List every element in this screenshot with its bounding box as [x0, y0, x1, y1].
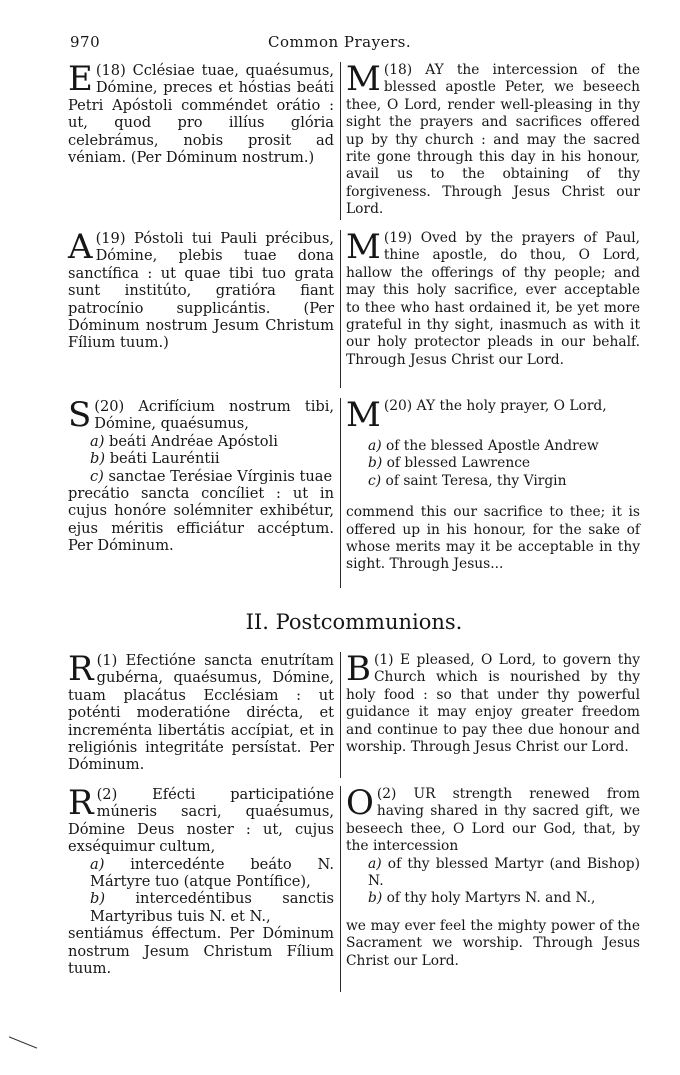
- option-b: b) of blessed Lawrence: [368, 455, 531, 472]
- latin-column: [68, 59, 334, 167]
- postcommunion-2: [68, 783, 640, 992]
- secret-20: [68, 395, 640, 588]
- column-divider: [340, 652, 341, 778]
- option-a: a) of thy blessed Martyr (and Bishop) N.: [368, 855, 640, 890]
- english-column: [346, 783, 640, 970]
- option-a: a) of the blessed Apostle Andrew: [368, 438, 599, 454]
- option-c: c) of saint Teresa, thy Virgin: [368, 472, 567, 489]
- section-title: II. Postcommunions.: [245, 610, 463, 634]
- english-column: [346, 649, 640, 756]
- secret-19: [68, 227, 640, 388]
- drop-cap: R: [68, 783, 94, 823]
- prayer-number: (1): [96, 652, 118, 669]
- column-divider: [340, 62, 341, 220]
- english-text: E pleased, O Lord, to govern thy Church which is nourished by thy holy food : so that under thy powerful guidance it may enjoy greater freedom and continue to pay thee due honour and worship. Through Jesus Christ our Lord.: [346, 652, 640, 756]
- column-divider: [340, 398, 341, 588]
- column-divider: [340, 230, 341, 388]
- drop-cap: M: [346, 395, 381, 435]
- postcommunion-1: [68, 649, 640, 778]
- latin-column: [68, 783, 335, 978]
- drop-cap: R: [68, 649, 94, 689]
- drop-cap: M: [346, 59, 381, 99]
- english-column: [346, 59, 640, 219]
- prayer-number: (18): [383, 62, 413, 78]
- latin-column: [68, 649, 335, 774]
- page-number: 970: [70, 33, 101, 51]
- english-text: Oved by the prayers of Paul, thine apostle, do thou, O Lord, hallow the offerings of thy people; and may this holy sacrifice, ever acceptable to thee who hast ordained it, be yet more grateful in thy sight, inasmuch as with it our holy protector pleads in our behalf. Through Jesus Christ our Lord.: [346, 230, 640, 368]
- secret-18: [68, 59, 640, 220]
- drop-cap: O: [346, 783, 374, 823]
- prayer-number: (20): [94, 398, 125, 415]
- latin-text: Efectióne sancta enutrítam gubérna, quaésumus, Dómine, tuam placátus Ecclésiam : ut poténti moderatióne dirécta, et increménta libertátis accípiat, et in religiónis integritáte persístat. Per Dóminum.: [68, 652, 335, 774]
- prayer-number: (2): [376, 786, 397, 802]
- prayer-number: (2): [96, 786, 118, 803]
- latin-closing: precátio sancta concíliet : ut in cujus honóre solémniter exhibétur, ejus méritis efficiátur accéptum. Per Dóminum.: [68, 485, 334, 555]
- english-text: AY the intercession of the blessed apostle Peter, we beseech thee, O Lord, render well-pleasing in thy sight the prayers and sacrifices offered up by thy church : and may the sacred rite gone through this day in his honour, avail us to the obtaining of thy forgiveness. Through Jesus Christ our Lord.: [346, 62, 640, 218]
- latin-text: Efécti participatióne múneris sacri, quaésumus, Dómine Deus noster : ut, cujus exséquimur cultum,: [68, 786, 335, 856]
- latin-column: [68, 227, 334, 352]
- option-b: b) beáti Lauréntii: [90, 450, 220, 468]
- prayer-number: (19): [383, 230, 413, 246]
- option-a: a) beáti Andréae Apóstoli: [90, 432, 278, 450]
- english-column: [346, 227, 640, 369]
- english-text: AY the holy prayer, O Lord,: [416, 398, 607, 414]
- english-closing: commend this our sacrifice to thee; it is offered up in his honour, for the sake of whose merits may it be acceptable in thy sight. Through Jesus...: [346, 504, 640, 573]
- option-c: c) sanctae Terésiae Vírginis tuae: [90, 467, 333, 485]
- english-text: UR strength renewed from having shared in thy sacred gift, we beseech thee, O Lord our God, that, by the intercession: [346, 786, 640, 855]
- option-a: a) intercedénte beáto N. Mártyre tuo (atque Pontífice),: [90, 855, 334, 891]
- drop-cap: M: [346, 227, 381, 267]
- latin-closing: sentiámus éffectum. Per Dóminum nostrum Jesum Christum Fílium tuum.: [68, 925, 334, 978]
- prayer-number: (18): [95, 62, 126, 79]
- drop-cap: A: [68, 227, 93, 267]
- option-b: b) intercedéntibus sanctis Martyribus tuis N. et N.,: [90, 890, 335, 925]
- drop-cap: B: [346, 649, 371, 689]
- column-divider: [340, 786, 341, 992]
- latin-text: Póstoli tui Pauli précibus, Dómine, plebis tuae dona sanctífica : ut quae tibi tuo grata sunt institúto, gratióra fiant patrocínio supplicántis. (Per Dóminum nostrum Jesum Christum Fílium tuum.): [68, 230, 334, 352]
- drop-cap: E: [68, 59, 93, 99]
- running-title: Common Prayers.: [268, 33, 412, 51]
- latin-column: [68, 395, 335, 555]
- option-b: b) of thy holy Martyrs N. and N.,: [368, 890, 596, 907]
- pen-stroke-mark: [9, 1036, 37, 1048]
- english-column: [346, 395, 640, 574]
- page-header: [68, 33, 640, 51]
- english-closing: we may ever feel the mighty power of the Sacrament we worship. Through Jesus Christ our Lord.: [346, 917, 640, 969]
- drop-cap: S: [68, 395, 92, 435]
- prayer-number: (20): [383, 398, 413, 414]
- prayer-number: (19): [95, 230, 126, 247]
- prayer-number: (1): [374, 652, 394, 668]
- latin-text: Cclésiae tuae, quaésumus, Dómine, preces et hóstias beáti Petri Apóstoli comméndet orátio : ut, quod pro illíus glória celebrámus, nobis prosit ad véniam. (Per Dóminum nostrum.): [68, 62, 334, 167]
- latin-text: Acrifícium nostrum tibi, Dómine, quaésumus,: [94, 398, 335, 433]
